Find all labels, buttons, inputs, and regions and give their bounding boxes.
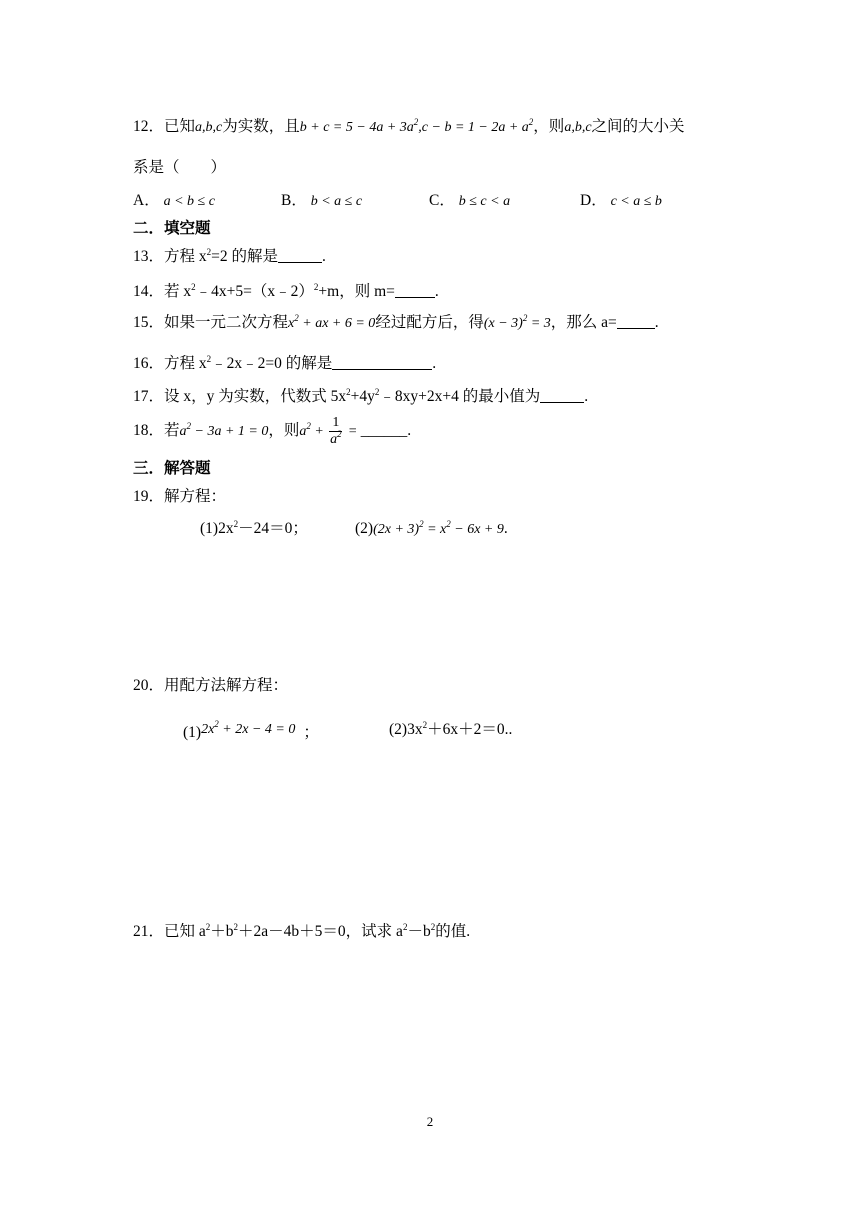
option-c xyxy=(429,191,510,212)
fraction-numerator: 1 xyxy=(329,415,342,432)
superscript: 2 xyxy=(205,922,211,932)
question-18 xyxy=(133,411,411,452)
superscript: 2 xyxy=(419,519,424,529)
text: (1) xyxy=(183,724,202,741)
text: －b xyxy=(407,923,431,940)
option-d xyxy=(580,191,662,212)
math: − 3a + 1 = 0 xyxy=(191,424,269,439)
text: ，则 xyxy=(268,422,300,439)
math-equation xyxy=(179,421,269,439)
text: ＋6x＋2＝0.. xyxy=(427,721,513,738)
math-vars: a,b,c xyxy=(195,120,223,135)
text: 如果一元二次方程 xyxy=(164,314,289,331)
question-number: 20． xyxy=(133,677,165,694)
question-number: 19． xyxy=(133,488,165,505)
text: 已知 a xyxy=(164,923,206,940)
superscript: 2 xyxy=(402,922,408,932)
text: ﹣4x+5=（x﹣2） xyxy=(195,283,314,300)
question-20-part-2 xyxy=(389,720,512,740)
option-expr: c < a ≤ b xyxy=(610,194,662,209)
superscript: 2 xyxy=(206,354,212,364)
text: －24＝0； xyxy=(238,520,308,537)
math: 2x xyxy=(201,722,215,737)
text: 解方程： xyxy=(164,488,227,505)
text: 系是（ ） xyxy=(133,159,227,176)
option-label: B． xyxy=(281,192,307,209)
text: 经过配方后，得 xyxy=(375,314,484,331)
text: 用配方法解方程： xyxy=(164,677,289,694)
question-number: 13． xyxy=(133,248,165,265)
section-solve: 三．解答题 xyxy=(133,460,211,477)
math: = x xyxy=(423,522,447,537)
question-19 xyxy=(133,487,226,507)
superscript: 2 xyxy=(313,282,319,292)
text: 设 x，y 为实数，代数式 5x xyxy=(164,388,347,405)
superscript: 2 xyxy=(446,519,451,529)
text: ，则 xyxy=(533,118,565,135)
math: (2x + 3) xyxy=(373,522,420,537)
text: . xyxy=(434,283,439,300)
option-label: A． xyxy=(133,192,160,209)
question-15 xyxy=(133,313,659,334)
math: a xyxy=(299,424,307,439)
text: +4y xyxy=(350,388,375,405)
math-equation xyxy=(299,421,328,439)
text: . xyxy=(432,355,437,372)
superscript: 2 xyxy=(528,117,534,127)
option-label: D． xyxy=(580,192,607,209)
question-12 xyxy=(133,117,685,138)
option-a xyxy=(133,191,215,212)
superscript: 2 xyxy=(306,421,311,431)
math: + 2x − 4 = 0 xyxy=(218,722,296,737)
superscript: 2 xyxy=(233,922,239,932)
text: . xyxy=(654,314,659,331)
text: 方程 x xyxy=(164,355,207,372)
text: 若 xyxy=(164,422,180,439)
text: ﹣2x﹣2=0 的解是 xyxy=(211,355,333,372)
math: b + c = 5 − 4a + 3a xyxy=(299,120,414,135)
question-19-part-2 xyxy=(355,519,508,540)
math: (x − 3) xyxy=(483,316,523,331)
superscript: 2 xyxy=(413,117,419,127)
text: (2) xyxy=(355,520,374,537)
question-number: 14． xyxy=(133,283,165,300)
math-vars: a,b,c xyxy=(564,120,592,135)
text: (1)2x xyxy=(200,520,234,537)
math: = xyxy=(344,424,361,439)
answer-blank: ______ xyxy=(360,422,408,439)
option-expr: b < a ≤ c xyxy=(310,194,363,209)
math: a xyxy=(179,424,187,439)
fraction xyxy=(329,415,342,448)
math-equation xyxy=(288,313,376,331)
text: . xyxy=(407,422,412,439)
answer-blank xyxy=(332,355,432,370)
option-expr: b ≤ c < a xyxy=(458,194,511,209)
option-expr: a < b ≤ c xyxy=(163,194,215,209)
math: + xyxy=(310,424,328,439)
text: (2)3x xyxy=(389,721,423,738)
math: ,c − b = 1 − 2a + a xyxy=(418,120,529,135)
question-number: 17． xyxy=(133,388,165,405)
answer-blank xyxy=(540,388,584,403)
math: a xyxy=(330,431,338,447)
math-equation xyxy=(201,719,296,737)
math-condition-1 xyxy=(299,117,534,135)
superscript: 2 xyxy=(233,519,239,529)
text: ＋b xyxy=(210,923,234,940)
math: + ax + 6 = 0 xyxy=(298,316,376,331)
text: ﹣8xy+2x+4 的最小值为 xyxy=(379,388,541,405)
question-19-parts xyxy=(200,519,308,539)
question-13 xyxy=(133,247,326,267)
math: = 3 xyxy=(527,316,551,331)
superscript: 2 xyxy=(186,421,192,431)
question-number: 21． xyxy=(133,923,165,940)
question-17 xyxy=(133,387,588,407)
text: . xyxy=(503,520,508,537)
question-14 xyxy=(133,282,439,302)
question-number: 12． xyxy=(133,118,165,135)
text: 之间的大小关 xyxy=(591,118,685,135)
text: ； xyxy=(303,724,319,741)
question-21 xyxy=(133,922,470,942)
math-equation xyxy=(373,519,504,537)
superscript: 2 xyxy=(422,720,428,730)
superscript: 2 xyxy=(430,922,436,932)
question-12-line2 xyxy=(133,158,226,178)
answer-blank xyxy=(395,283,435,298)
math: x xyxy=(288,316,295,331)
fraction-denominator xyxy=(330,428,342,448)
text: . xyxy=(584,388,589,405)
text: 已知 xyxy=(164,118,196,135)
text: +m，则 m= xyxy=(318,283,395,300)
superscript: 2 xyxy=(214,719,219,729)
text: ，那么 a= xyxy=(550,314,617,331)
text: 方程 x xyxy=(164,248,207,265)
option-b xyxy=(281,191,362,212)
answer-blank xyxy=(617,314,655,329)
question-number: 15． xyxy=(133,314,165,331)
option-label: C． xyxy=(429,192,455,209)
question-20-part-1 xyxy=(183,720,319,743)
text: . xyxy=(322,248,326,265)
math: − 6x + 9 xyxy=(450,522,504,537)
superscript: 2 xyxy=(337,428,342,439)
text: ＋2a－4b＋5＝0，试求 a xyxy=(238,923,403,940)
superscript: 2 xyxy=(522,313,528,323)
math-equation xyxy=(483,313,551,331)
answer-blank xyxy=(278,248,322,263)
question-20 xyxy=(133,676,288,696)
superscript: 2 xyxy=(206,247,212,257)
question-number: 18． xyxy=(133,422,165,439)
text: 的值. xyxy=(435,923,471,940)
superscript: 2 xyxy=(374,387,380,397)
superscript: 2 xyxy=(294,313,299,323)
superscript: 2 xyxy=(346,387,351,397)
text: 为实数，且 xyxy=(222,118,300,135)
text: =2 的解是 xyxy=(211,248,279,265)
page-number: 2 xyxy=(426,1114,434,1129)
superscript: 2 xyxy=(191,282,196,292)
question-16 xyxy=(133,354,436,374)
question-number: 16． xyxy=(133,355,165,372)
section-fill-in: 二．填空题 xyxy=(133,220,211,237)
text: 若 x xyxy=(164,283,192,300)
